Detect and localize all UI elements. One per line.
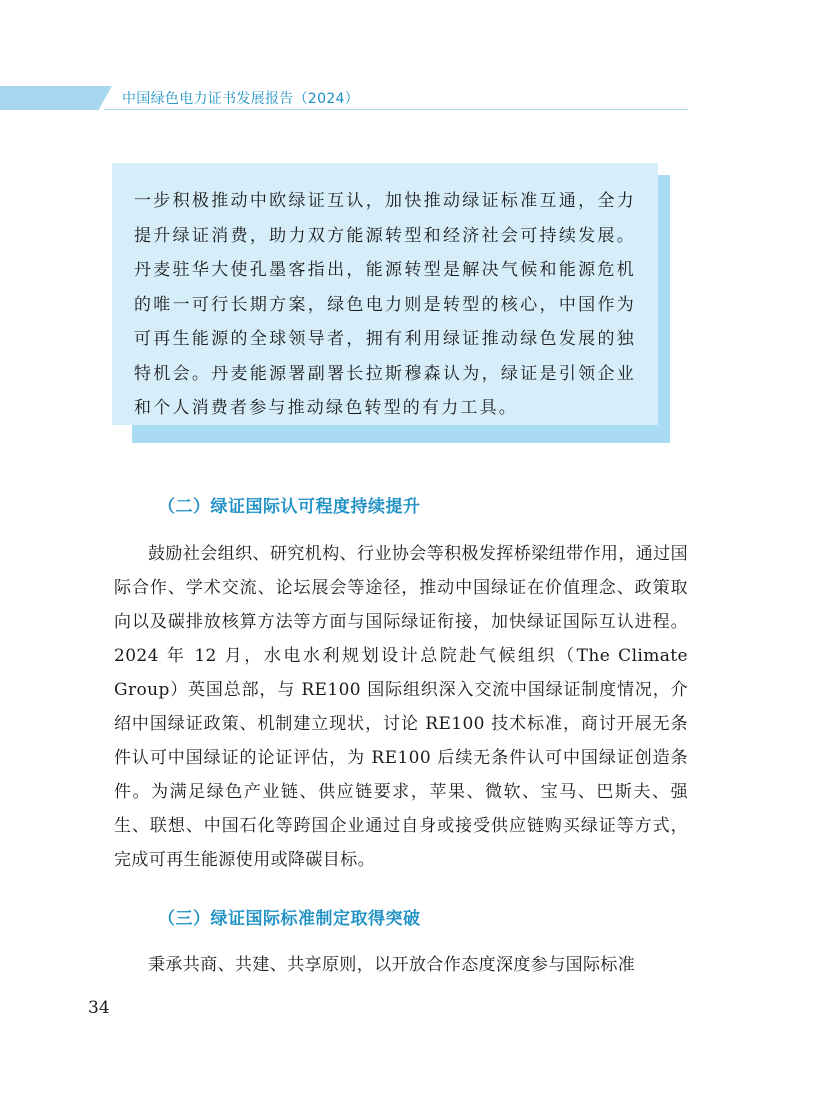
body-paragraph: 鼓励社会组织、研究机构、行业协会等积极发挥桥梁纽带作用，通过国际合作、学术交流、论坛展会等途径，推动中国绿证在价值理念、政策取向以及碳排放核算方法等方面与国际绿证衔接，加快绿证国际互认进程。2024 年 12 月，水电水利规划设计总院赴气候组织（The Climate Group）英国总部，与 RE100 国际组织深入交流中国绿证制度情况，介绍中国绿证政策、机制建立现状，讨论 RE100 技术标准，商讨开展无条件认可中国绿证的论证评估，为 RE100 后续无条件认可中国绿证创造条件。为满足绿色产业链、供应链要求，苹果、微软、宝马、巴斯夫、强生、联想、中国石化等跨国企业通过自身或接受供应链购买绿证等方式，完成可再生能源使用或降碳目标。 bbox=[114, 544, 688, 870]
quote-text: 一步积极推动中欧绿证互认，加快推动绿证标准互通，全力提升绿证消费，助力双方能源转型和经济社会可持续发展。丹麦驻华大使孔墨客指出，能源转型是解决气候和能源危机的唯一可行长期方案，绿色电力则是转型的核心，中国作为可再生能源的全球领导者，拥有利用绿证推动绿色发展的独特机会。丹麦能源署副署长拉斯穆森认为，绿证是引领企业和个人消费者参与推动绿色转型的有力工具。 bbox=[134, 191, 636, 418]
page-header bbox=[0, 86, 816, 110]
section-heading-international-standards: （三）绿证国际标准制定取得突破 bbox=[158, 909, 421, 929]
body-paragraph: 秉承共商、共建、共享原则，以开放合作态度深度参与国际标准 bbox=[148, 955, 636, 975]
highlight-quote-box bbox=[112, 163, 658, 425]
header-rule bbox=[104, 109, 688, 110]
section-heading-international-recognition: （二）绿证国际认可程度持续提升 bbox=[158, 497, 421, 517]
page-number: 34 bbox=[88, 998, 110, 1018]
report-title: 中国绿色电力证书发展报告（2024） bbox=[122, 91, 360, 107]
header-tab-decoration bbox=[0, 86, 112, 110]
